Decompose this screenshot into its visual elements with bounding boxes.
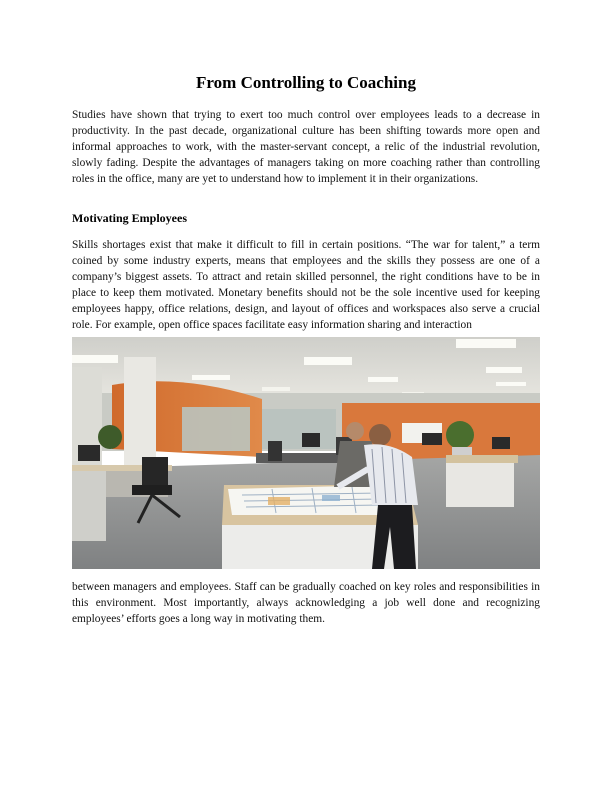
section-heading: Motivating Employees xyxy=(72,211,187,225)
office-photo xyxy=(72,337,540,569)
document-title: From Controlling to Coaching xyxy=(196,73,416,92)
intro-paragraph: Studies have shown that trying to exert too much control over employees leads to a decrease in productivity. In the past decade, organizational culture has been shifting towards more open and informal approaches to work, with the master-servant concept, a relic of the industrial revolution, slowly fading. Despite the advantages of managers taking on more coaching rather than controlling roles in the office, many are yet to understand how to implement it in their organizations. xyxy=(72,109,540,185)
section-paragraph-1: Skills shortages exist that make it difficult to fill in certain positions. “The war for talent,” a term coined by some industry experts, means that employees and the skills they possess are one of a company’s biggest assets. To attract and retain skilled personnel, the right conditions have to be in place to keep them motivated. Monetary benefits should not be the sole incentive used for keeping employees happy, office relations, design, and layout of offices and workspaces also serve a crucial role. For example, open office spaces facilitate easy information sharing and interaction xyxy=(72,239,540,331)
section-paragraph-2: between managers and employees. Staff can be gradually coached on key roles and responsibilities in this environment. Most importantly, always acknowledging a job well done and recognizing employees’ efforts goes a long way in motivating them. xyxy=(72,581,540,625)
